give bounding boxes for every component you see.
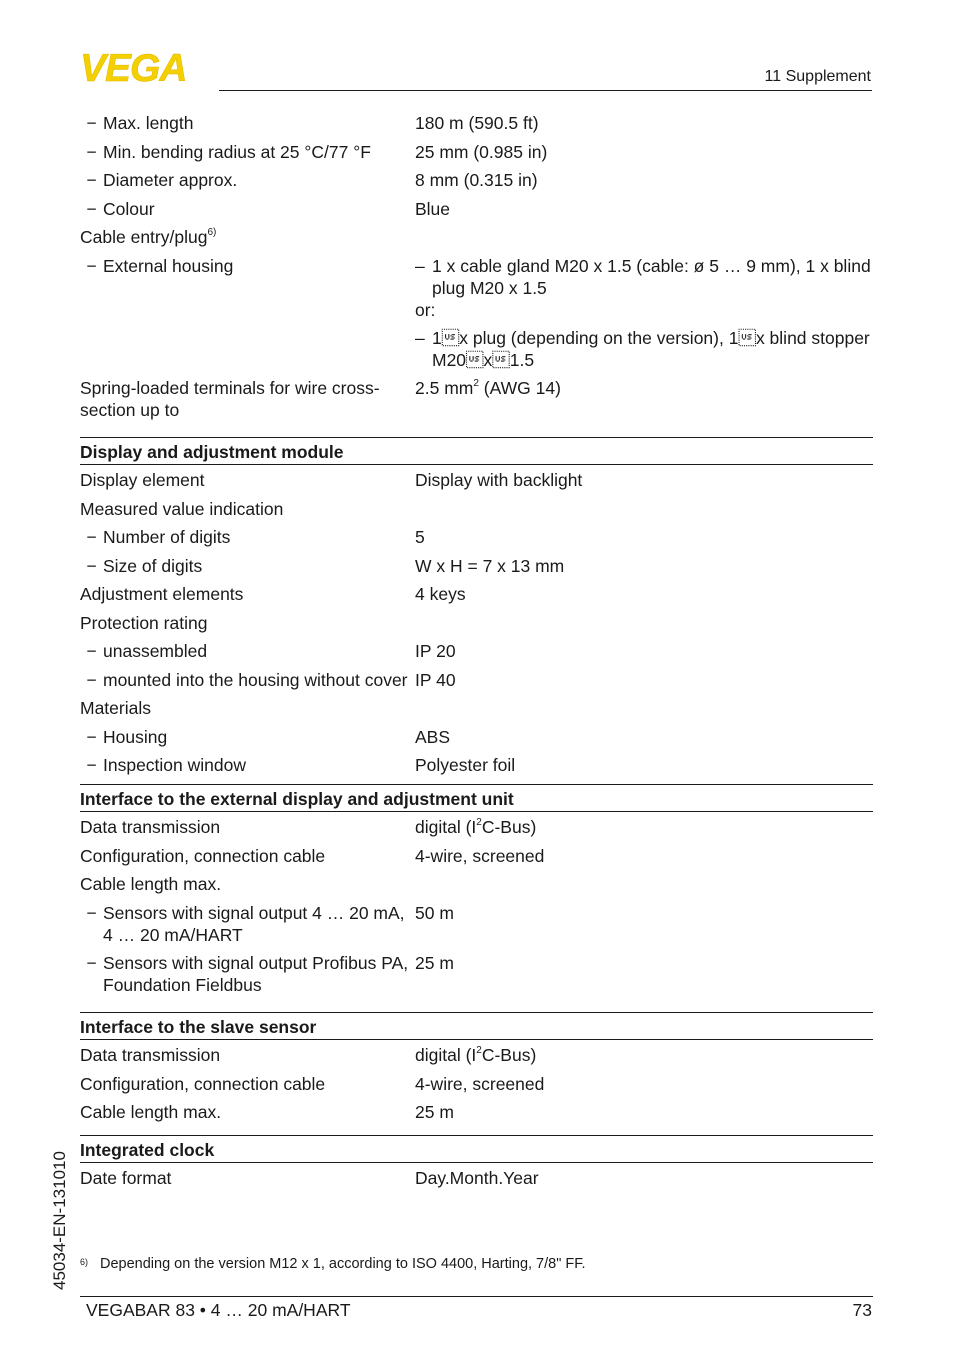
section-title-slave-sensor: Interface to the slave sensor (80, 1012, 873, 1040)
row-value: digital $(I^2C-Bus)$ (415, 817, 537, 837)
row-label: Configuration, connection cable (80, 845, 326, 866)
row-label: Data transmission (80, 817, 221, 837)
row-value: digital $(I^2C-Bus)$ (415, 1045, 537, 1065)
row-label: Sensors with signal output 4 … 20 mA, 4 … 20 mA/HART (103, 902, 405, 945)
row-value: 4-wire, screened (415, 845, 545, 866)
spec-row-sensors-hart: − Sensors with signal output 4 … 20 mA, 4 … 20 mA/HART 50 m (80, 902, 873, 946)
row-label: Colour (103, 198, 155, 219)
chapter-label: 11 Supplement (764, 68, 871, 85)
row-label: External housing (103, 255, 234, 276)
row-value: IP 20 (415, 641, 456, 661)
footer-product: VEGABAR 83 • 4 … 20 mA/HART (86, 1300, 351, 1320)
footnote (80, 1256, 873, 1272)
row-value: 4 keys (415, 584, 466, 604)
row-value: IP 40 (415, 669, 456, 690)
row-value: 2.5 $mm^2$ (AWG 14) (415, 378, 561, 398)
spec-row-cable-length (80, 873, 873, 895)
spec-row-window: − Inspection window Polyester foil (80, 754, 873, 776)
section-title-external-interface: Interface to the external display and adjustment unit (80, 784, 873, 812)
row-value: 180 m (590.5 ft) (415, 113, 539, 133)
vega-logo (80, 50, 212, 84)
row-value: 25 mm (0.985 in) (415, 141, 548, 162)
row-label: Materials (80, 698, 151, 718)
spec-row-digits: − Number of digits 5 (80, 526, 873, 548)
row-value: Polyester foil (415, 755, 516, 775)
footnote-number: 6) (80, 1257, 89, 1267)
document-code: 45034-EN-131010 (50, 1151, 69, 1290)
row-value: 25 m (415, 1102, 454, 1122)
list-item: or: (415, 299, 436, 320)
row-value-list: – 1 x cable gland M20 x 1.5 (cable: ø 5 … 9 mm), 1 x blind plug M20 x 1.5 or: – 1 x plug (depending on the version), 1 x blind stopper M20 x 1.5 (415, 255, 873, 371)
spec-row-mounted: − mounted into the housing without cover IP 40 (80, 669, 873, 691)
list-item: 1 x cable gland M20 x 1.5 (cable: ø 5 … 9 mm), 1 x blind plug M20 x 1.5 (432, 255, 871, 298)
row-label: Display element (80, 470, 205, 490)
row-label: Cable length max. (80, 874, 222, 894)
row-label: Inspection window (103, 755, 246, 775)
spec-row-bending-radius: − Min. bending radius at 25 °C/77 °F 25 mm (0.985 in) (80, 141, 873, 163)
row-label: Spring-loaded terminals for wire cross-section up to (80, 378, 380, 420)
row-label: Size of digits (103, 555, 203, 576)
section-title-display-module: Display and adjustment module (80, 437, 873, 465)
row-label: Number of digits (103, 527, 231, 547)
row-value: Day.Month.Year (415, 1168, 539, 1188)
header-rule (219, 90, 872, 91)
spec-row-slave-config (80, 1073, 873, 1095)
row-value: 4-wire, screened (415, 1073, 545, 1094)
spec-row-protection (80, 612, 873, 634)
spec-row-slave-data (80, 1044, 873, 1066)
spec-row-slave-length (80, 1101, 873, 1123)
row-value: W x H = 7 x 13 mm (415, 555, 565, 576)
row-label: Data transmission (80, 1045, 221, 1065)
row-label: Configuration, connection cable (80, 1073, 326, 1094)
spec-row-external-housing: − External housing – 1 x cable gland M20 x 1.5 (cable: ø 5 … 9 mm), 1 x blind plug M20 x 1.5 or: – 1 x plug (depending on the version), 1 x blind stopper M20 x 1.5 (80, 255, 873, 371)
row-label: Diameter approx. (103, 170, 238, 190)
row-value: 50 m (415, 902, 454, 923)
spec-row-cable-entry (80, 226, 873, 248)
spec-row-digit-size: − Size of digits W x H = 7 x 13 mm (80, 555, 873, 577)
section-title-clock: Integrated clock (80, 1135, 873, 1163)
spec-table (80, 112, 873, 1196)
row-label: Protection rating (80, 612, 208, 633)
list-item: 1 x plug (depending on the version), 1 x blind stopper M20 x 1.5 (432, 327, 870, 370)
spec-row-measured-value (80, 498, 873, 520)
row-label: mounted into the housing without cover (103, 669, 408, 690)
row-value: 5 (415, 527, 425, 547)
footnote-ref: 6) (207, 227, 217, 239)
page-number: 73 (852, 1300, 872, 1320)
footer-rule (80, 1296, 873, 1297)
spec-row-materials (80, 697, 873, 719)
row-label: Housing (103, 726, 168, 747)
row-value: Display with backlight (415, 470, 583, 490)
row-label: Sensors with signal output Profibus PA, Foundation Fieldbus (103, 953, 409, 995)
spec-row-config-cable (80, 845, 873, 867)
spec-row-unassembled: − unassembled IP 20 (80, 640, 873, 662)
row-value: 8 mm (0.315 in) (415, 170, 538, 190)
spec-row-diameter: − Diameter approx. 8 mm (0.315 in) (80, 169, 873, 191)
spec-row-adjustment (80, 583, 873, 605)
spec-row-max-length: − Max. length 180 m (590.5 ft) (80, 112, 873, 134)
spec-row-housing: − Housing ABS (80, 726, 873, 748)
row-value: ABS (415, 726, 451, 747)
spec-row-display-element (80, 469, 873, 491)
logo-lettering: VEGA (80, 50, 187, 84)
row-value: Blue (415, 198, 451, 219)
footnote-text: Depending on the version M12 x 1, according to ISO 4400, Harting, 7/8" FF. (100, 1256, 586, 1272)
spec-row-data-transmission (80, 816, 873, 838)
row-label: unassembled (103, 641, 208, 661)
row-label: Max. length (103, 113, 194, 133)
row-label: Measured value indication (80, 498, 284, 519)
spec-row-terminals (80, 377, 873, 421)
row-label: Adjustment elements (80, 584, 244, 604)
spec-row-date-format (80, 1167, 873, 1189)
row-label: Cable length max. (80, 1102, 222, 1122)
row-label: Min. bending radius at 25 °C/77 °F (103, 141, 371, 162)
row-value: 25 m (415, 953, 454, 973)
spec-row-colour: − Colour Blue (80, 198, 873, 220)
spec-row-sensors-profibus: − Sensors with signal output Profibus PA, Foundation Fieldbus 25 m (80, 952, 873, 996)
row-label: Cable entry/plug (80, 227, 208, 247)
row-label: Date format (80, 1168, 172, 1188)
